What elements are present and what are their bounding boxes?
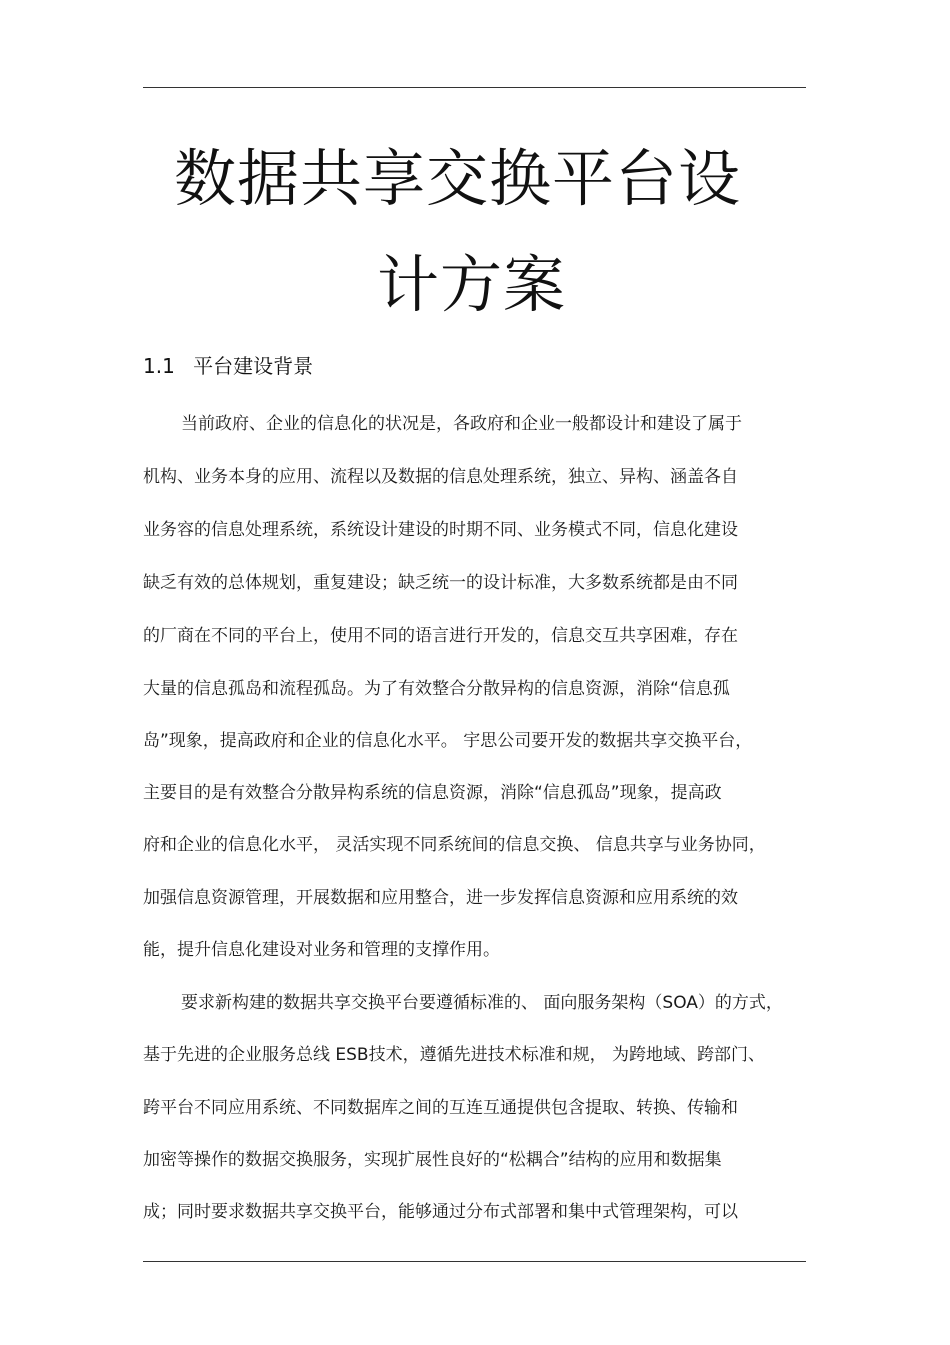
paragraph-line: 大量的信息孤岛和流程孤岛。为了有效整合分散异构的信息资源，消除“信息孤: [143, 679, 730, 699]
paragraph-line: 基于先进的企业服务总线 ESB技术，遵循先进技术标准和规， 为跨地域、跨部门、: [143, 1045, 766, 1065]
paragraph-line: 岛”现象，提高政府和企业的信息化水平。 宇思公司要开发的数据共享交换平台，: [143, 731, 753, 751]
paragraph-line: 成；同时要求数据共享交换平台，能够通过分布式部署和集中式管理架构，可以: [143, 1202, 738, 1222]
paragraph-line: 加密等操作的数据交换服务，实现扩展性良好的“松耦合”结构的应用和数据集: [143, 1150, 722, 1170]
header-rule: [143, 87, 806, 88]
paragraph-line: 当前政府、企业的信息化的状况是，各政府和企业一般都设计和建设了属于: [181, 414, 742, 434]
paragraph-line: 加强信息资源管理，开展数据和应用整合，进一步发挥信息资源和应用系统的效: [143, 888, 738, 908]
section-number: 1.1: [143, 354, 175, 378]
paragraph-line: 能，提升信息化建设对业务和管理的支撑作用。: [143, 940, 500, 960]
paragraph-line: 主要目的是有效整合分散异构系统的信息资源，消除“信息孤岛”现象，提高政: [143, 783, 722, 803]
paragraph-line: 业务容的信息处理系统，系统设计建设的时期不同、业务模式不同，信息化建设: [143, 520, 738, 540]
paragraph-line: 跨平台不同应用系统、不同数据库之间的互连互通提供包含提取、转换、传输和: [143, 1098, 738, 1118]
document-title-line-2: 计方案: [377, 248, 567, 321]
section-title: 平台建设背景: [193, 354, 314, 378]
section-heading: [143, 352, 313, 380]
footer-rule: [143, 1261, 806, 1262]
paragraph-line: 府和企业的信息化水平， 灵活实现不同系统间的信息交换、 信息共享与业务协同，: [143, 835, 766, 855]
paragraph-line: 机构、业务本身的应用、流程以及数据的信息处理系统，独立、异构、涵盖各自: [143, 467, 738, 487]
document-title-line-1: 数据共享交换平台设: [174, 142, 742, 215]
paragraph-line: 缺乏有效的总体规划，重复建设；缺乏统一的设计标准，大多数系统都是由不同: [143, 573, 738, 593]
paragraph-line: 的厂商在不同的平台上，使用不同的语言进行开发的，信息交互共享困难，存在: [143, 626, 738, 646]
paragraph-line: 要求新构建的数据共享交换平台要遵循标准的、 面向服务架构（SOA）的方式，: [181, 993, 783, 1013]
